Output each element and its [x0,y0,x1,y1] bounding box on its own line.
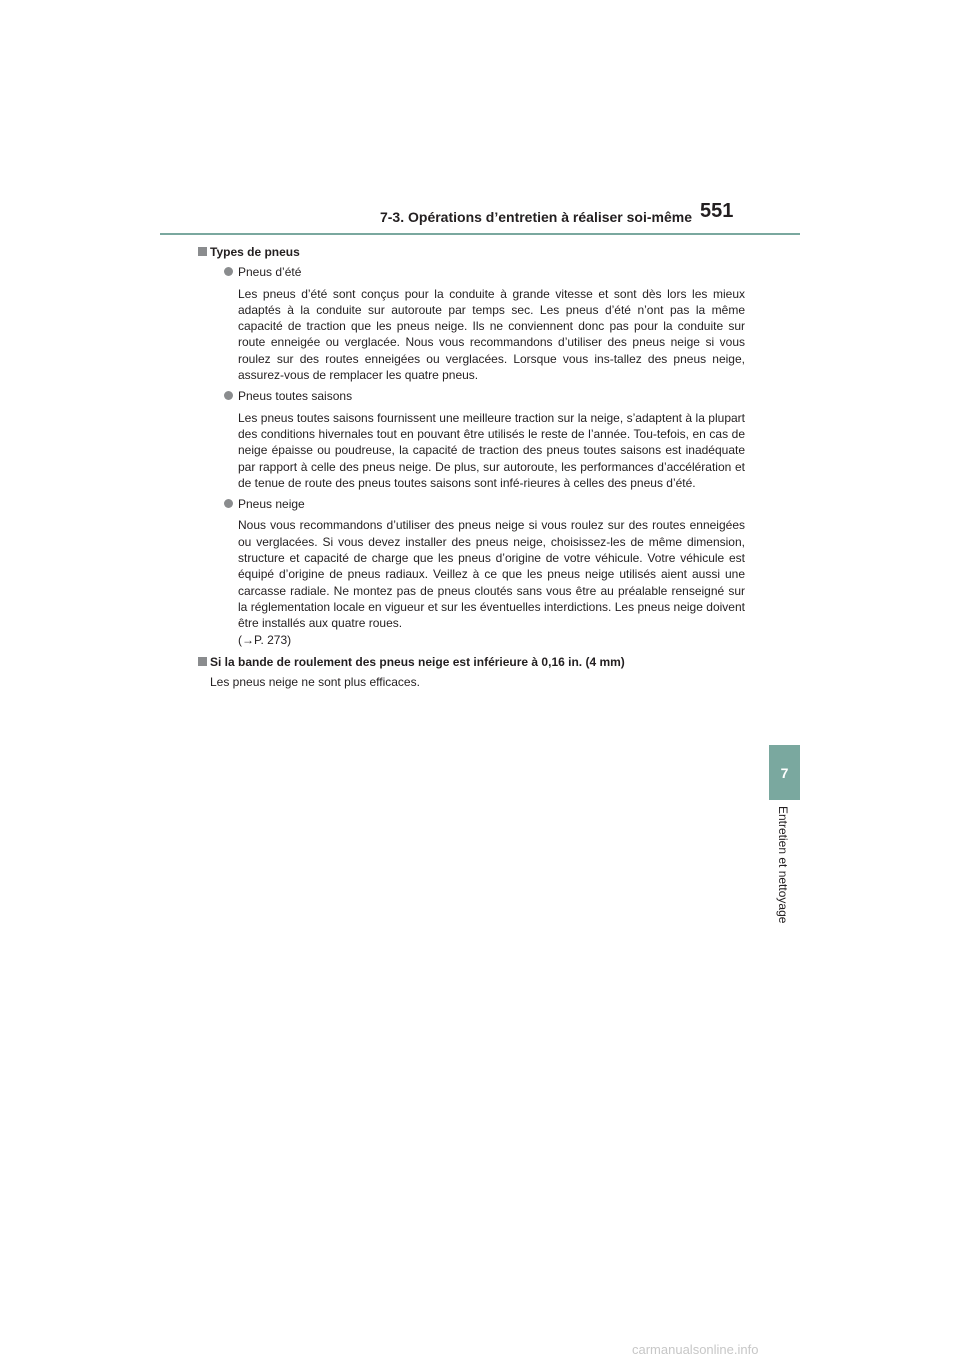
header-section-title: 7-3. Opérations d’entretien à réaliser soi-même [379,209,692,225]
list-item-body: Les pneus d’été sont conçus pour la conduite à grande vitesse et sont dès lors les mieux adaptés à la conduite sur autoroute par temps sec. Les pneus d’été n’ont pas la même capacité de traction que les pneus neige. Ils ne conviennent donc pas pour la conduite sur route enneigée ou verglacée. Nous vous recommandons d’utiliser des pneus neige si vous roulez sur des routes enneigées ou verglacées. Lorsque vous ins-tallez des pneus neige, assurez-vous de remplacer les quatre pneus. [238,286,745,383]
square-bullet-icon [198,657,207,666]
square-bullet-icon [198,247,207,256]
section-snow-tread-depth [210,654,745,691]
list-item-summer-tires [210,264,745,383]
round-bullet-icon [224,499,233,508]
round-bullet-icon [224,391,233,400]
list-item-title: Pneus d’été [238,265,302,280]
section-heading-text: Types de pneus [210,245,300,259]
round-bullet-icon [224,267,233,276]
list-item-body: Nous vous recommandons d’utiliser des pneus neige si vous roulez sur des routes enneigées ou verglacées. Si vous devez installer des pneus neige, choisissez-les de même dimension, structure et capacité de charge que les pneus d’origine de votre véhicule. Votre véhicule est équipé d’origine de pneus radiaux. Veillez à ce que les pneus neige utilisés aient aussi une carcasse radiale. Ne montez pas de pneus cloutés sans vous être au préalable renseigné sur la réglementation locale en vigueur et sur les éventuelles interdictions. Les pneus neige doivent être installés aux quatre roues. [238,518,745,631]
section-heading-text: Si la bande de roulement des pneus neige est inférieure à 0,16 in. (4 mm) [210,654,625,669]
section-tire-types [210,244,745,648]
list-item-title: Pneus toutes saisons [238,389,353,404]
page-reference-link[interactable]: (→P. 273) [238,632,292,647]
list-item-body: Les pneus toutes saisons fournissent une meilleure traction sur la neige, s’adaptent à la plupart des conditions hivernales tout en pouvant être utilisés le reste de l’année. Tou-tefois, en cas de neige épaisse ou poudreuse, la capacité de traction des pneus toutes saisons est inadéquate par rapport à celle des pneus neige. De plus, sur autoroute, les performances d’accélération et de tenue de route des pneus toutes saisons sont infé-rieures à celles des pneus d’été. [238,410,745,490]
page-content [210,244,745,690]
section-body: Les pneus neige ne sont plus efficaces. [210,675,420,690]
page-number: 551 [700,200,734,222]
watermark: carmanualsonline.info [632,1342,759,1357]
chapter-label: Entretien et nettoyage [776,806,790,924]
header-divider [160,233,800,235]
list-item-all-season-tires [210,388,745,491]
chapter-number: 7 [780,764,789,781]
list-item-snow-tires [210,496,745,648]
list-item-title: Pneus neige [238,497,305,512]
section-heading [210,654,745,670]
chapter-tab [769,745,800,800]
section-heading [210,244,745,260]
